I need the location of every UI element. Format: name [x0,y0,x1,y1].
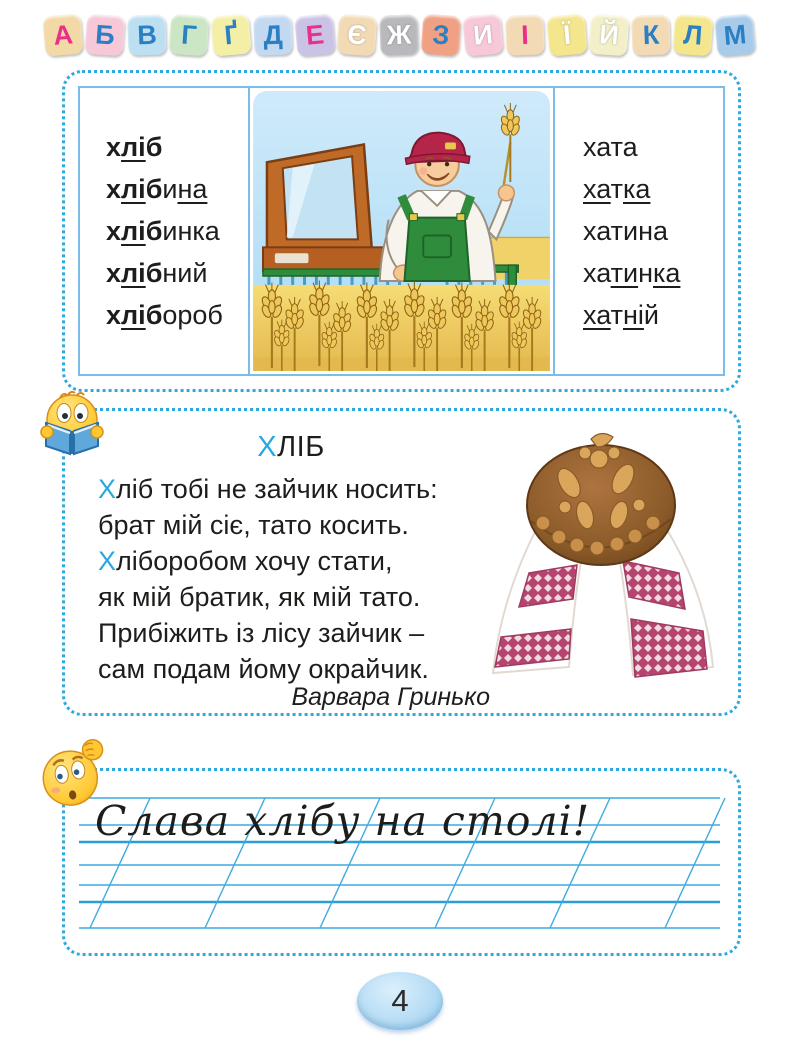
text-segment: х [106,258,122,288]
alphabet-tile-Й: Й [589,14,630,57]
text-segment: лі [121,258,146,288]
text-segment: ка [623,174,651,204]
poem-box [62,408,741,716]
word-item [583,210,723,252]
alphabet-tile-З: З [421,14,462,57]
alphabet-tile-Є: Є [337,14,378,57]
poem-author: Варвара Гринько [291,683,490,711]
text-segment: т [610,300,623,330]
word-item [106,126,248,168]
bread-photo [473,423,729,699]
text-segment: лі [121,132,146,162]
word-column-left [80,88,248,374]
alphabet-tile-Д: Д [253,14,292,55]
text-segment: Прибіжить із лісу зайчик – [98,618,425,648]
alphabet-strip [44,12,758,58]
poem-title-text [95,431,487,464]
word-item [583,168,723,210]
reading-emoji-icon [36,390,106,456]
alphabet-tile-Л: Л [673,14,714,57]
poem-lines [98,471,438,687]
word-item [106,168,248,210]
cursive-sample-text: Слава хлібу на столі! [95,797,591,845]
poem-line [98,615,438,651]
text-segment: ха [583,174,611,204]
alphabet-tile-К: К [631,14,670,55]
word-item [583,252,723,294]
text-segment: ха [583,258,611,288]
text-segment: н [638,258,653,288]
text-segment: т [610,174,623,204]
text-segment: Х [98,474,117,504]
text-segment: х [106,132,122,162]
alphabet-tile-В: В [127,14,166,55]
text-segment: Х [257,431,278,463]
text-segment: ха [583,300,611,330]
text-segment: ти [610,258,639,288]
text-segment: х [106,216,122,246]
thinking-emoji-icon [33,736,109,814]
text-segment: ЛІБ [277,431,325,463]
text-segment: лі [121,300,146,330]
text-segment: й [643,300,660,330]
text-segment: ні [623,300,644,330]
alphabet-tile-І: І [505,14,544,55]
text-segment: ороб [162,300,223,330]
text-segment: як мій братик, як мій тато. [98,582,421,612]
text-segment: сам подам йому окрайчик. [98,654,429,684]
text-segment: б [145,258,163,288]
alphabet-tile-Ґ: Ґ [210,13,251,56]
alphabet-tile-И: И [462,13,503,56]
alphabet-tile-Б: Б [85,14,126,57]
poem-line [98,579,438,615]
text-segment: ний [162,258,208,288]
handwriting-box [62,768,741,956]
word-item [106,252,248,294]
alphabet-tile-Ж: Ж [379,14,418,55]
poem-line [98,507,438,543]
text-segment: брат мій сіє, тато косить. [98,510,409,540]
page-number-badge [357,972,443,1030]
text-segment: б [145,216,163,246]
poem-title [95,431,487,464]
poem-line [98,471,438,507]
alphabet-tile-Г: Г [169,14,210,57]
word-item [583,126,723,168]
text-segment: на [177,174,208,204]
poem-line [98,543,438,579]
alphabet-tile-Е: Е [294,13,335,56]
text-segment: ка [653,258,681,288]
page-number: 4 [391,983,409,1018]
word-column-right [555,88,723,374]
text-segment: лі [121,216,146,246]
text-segment: хатина [583,216,668,246]
text-segment: ліборобом хочу стати, [116,546,393,576]
text-segment: лі [121,174,146,204]
word-item [106,210,248,252]
text-segment: х [106,174,122,204]
farmer-illustration [253,91,550,371]
word-item [106,294,248,336]
word-family-box [62,70,741,392]
text-segment: инка [162,216,220,246]
text-segment: б [145,174,163,204]
text-segment: х [106,300,122,330]
text-segment: хата [583,132,638,162]
alphabet-tile-Ї: Ї [546,13,587,56]
poem-line [98,651,438,687]
text-segment: Х [98,546,117,576]
word-item [583,294,723,336]
text-segment: б [145,300,163,330]
alphabet-tile-А: А [42,13,83,56]
text-segment: б [145,132,163,162]
text-segment: и [162,174,178,204]
alphabet-tile-М: М [714,13,755,56]
word-table [78,86,725,376]
text-segment: ліб тобі не зайчик носить: [116,474,438,504]
illustration-cell [248,88,555,374]
